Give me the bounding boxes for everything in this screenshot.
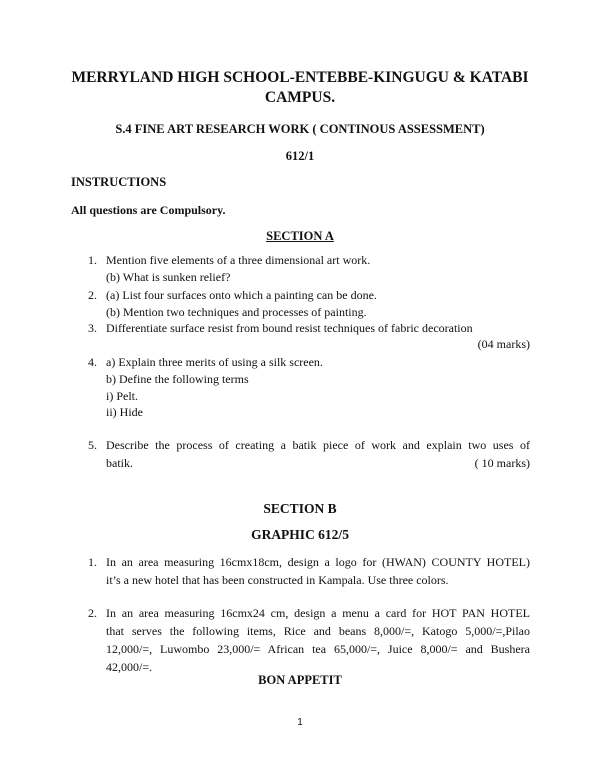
section-b-subheading: GRAPHIC 612/5 — [251, 527, 349, 542]
question-text: Describe the process of creating a batik piece of work and explain two uses of — [106, 438, 530, 452]
question-number: 1. — [88, 555, 97, 569]
closing-text: BON APPETIT — [258, 673, 342, 687]
question-text: Differentiate surface resist from bound resist techniques of fabric decoration — [106, 321, 473, 335]
question-text: batik. — [106, 456, 133, 470]
question-text: b) Define the following terms — [106, 372, 249, 386]
question-number: 4. — [88, 355, 97, 369]
question-number: 5. — [88, 438, 97, 452]
question-text: (b) Mention two techniques and processes of painting. — [106, 305, 367, 319]
section-a-heading: SECTION A — [266, 229, 334, 243]
page-number: 1 — [297, 717, 303, 728]
question-text: (a) List four surfaces onto which a painting can be done. — [106, 288, 377, 302]
question-text: that serves the following items, Rice and beans 8,000/=, Katogo 5,000/=,Pilao — [106, 624, 530, 638]
question-number: 1. — [88, 253, 97, 267]
question-text: 12,000/=, Luwombo 23,000/= African tea 65,000/=, Juice 8,000/= and Bushera — [106, 642, 530, 656]
instructions-text: All questions are Compulsory. — [71, 203, 226, 217]
question-text: it’s a new hotel that has been constructed in Kampala. Use three colors. — [106, 573, 449, 587]
school-title-line1: MERRYLAND HIGH SCHOOL-ENTEBBE-KINGUGU & KATABI — [71, 69, 529, 86]
question-text: Mention five elements of a three dimensional art work. — [106, 253, 371, 267]
question-number: 2. — [88, 606, 97, 620]
question-text: In an area measuring 16cmx24 cm, design a menu a card for HOT PAN HOTEL — [106, 606, 530, 620]
instructions-heading: INSTRUCTIONS — [71, 175, 167, 189]
section-b-heading: SECTION B — [263, 501, 337, 516]
question-number: 2. — [88, 288, 97, 302]
question-number: 3. — [88, 321, 97, 335]
marks-label: ( 10 marks) — [474, 456, 530, 470]
question-text: i) Pelt. — [106, 389, 138, 403]
marks-label: (04 marks) — [477, 337, 530, 351]
paper-subtitle: S.4 FINE ART RESEARCH WORK ( CONTINOUS ASSESSMENT) — [115, 122, 485, 136]
question-text: a) Explain three merits of using a silk screen. — [106, 355, 323, 369]
school-title-line2: CAMPUS. — [264, 89, 336, 106]
question-text: (b) What is sunken relief? — [106, 270, 231, 284]
question-text: 42,000/=. — [106, 660, 153, 674]
paper-code: 612/1 — [285, 149, 315, 163]
question-text: ii) Hide — [106, 405, 143, 419]
question-text: In an area measuring 16cmx18cm, design a logo for (HWAN) COUNTY HOTEL) — [106, 555, 530, 569]
